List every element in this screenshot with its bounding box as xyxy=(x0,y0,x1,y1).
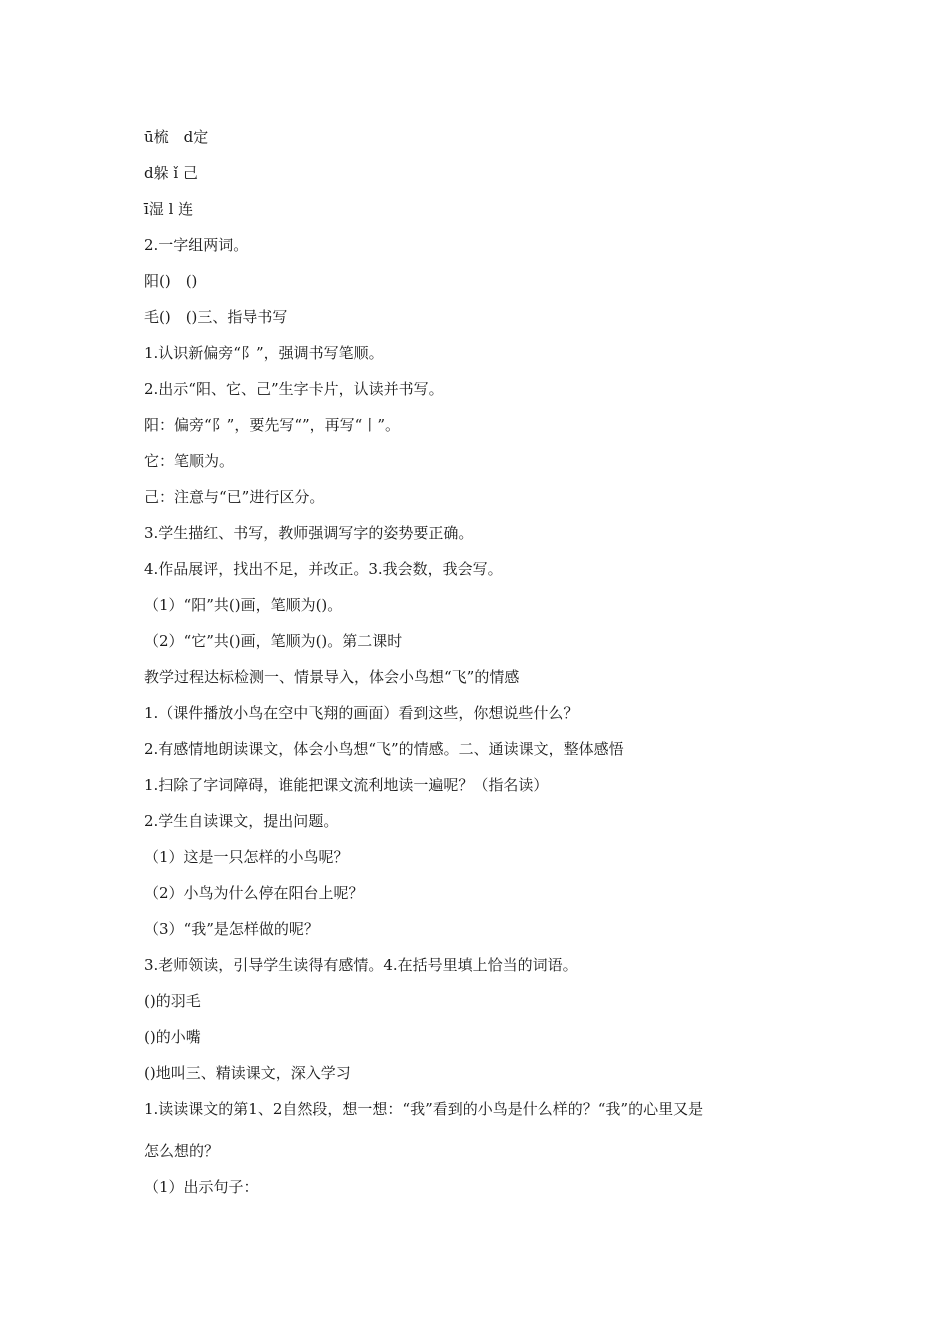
text-line: ()地叫三、精读课文，深入学习 xyxy=(144,1064,351,1082)
text-line: d躲 ǐ 己 xyxy=(144,164,198,182)
text-line: 2.一字组两词。 xyxy=(144,236,249,254)
text-line: 3.老师领读，引导学生读得有感情。4.在括号里填上恰当的词语。 xyxy=(144,956,578,974)
text-line: （2）“它”共()画，笔顺为()。第二课时 xyxy=(144,632,403,650)
text-line: 2.有感情地朗读课文，体会小鸟想“飞”的情感。二、通读课文，整体感悟 xyxy=(144,740,624,758)
text-line: 教学过程达标检测一、情景导入，体会小鸟想“飞”的情感 xyxy=(144,668,520,686)
text-line: （1）“阳”共()画，笔顺为()。 xyxy=(144,596,343,614)
text-line: （1）出示句子： xyxy=(144,1178,259,1196)
text-line: 4.作品展评，找出不足，并改正。3.我会数，我会写。 xyxy=(144,560,503,578)
text-line: 毛() ()三、指导书写 xyxy=(144,308,288,326)
text-line: 阳() () xyxy=(144,272,198,290)
text-line: （2）小鸟为什么停在阳台上呢？ xyxy=(144,884,364,902)
text-line: 1.扫除了字词障碍，谁能把课文流利地读一遍呢？（指名读） xyxy=(144,776,549,794)
text-line: 己：注意与“已”进行区分。 xyxy=(144,488,325,506)
text-line: （1）这是一只怎样的小鸟呢？ xyxy=(144,848,349,866)
text-line: ()的小嘴 xyxy=(144,1028,201,1046)
text-line: 1.（课件播放小鸟在空中飞翔的画面）看到这些，你想说些什么？ xyxy=(144,704,579,722)
paragraph-first-line: 1.读读课文的第1、2自然段，想一想：“我”看到的小鸟是什么样的？“我”的心里又是 xyxy=(144,1100,704,1118)
text-line: ()的羽毛 xyxy=(144,992,201,1010)
text-line: （3）“我”是怎样做的呢？ xyxy=(144,920,319,938)
document-body xyxy=(144,126,824,1212)
text-line: 1.认识新偏旁“阝”，强调书写笔顺。 xyxy=(144,344,384,362)
text-line: 2.出示“阳、它、己”生字卡片，认读并书写。 xyxy=(144,380,444,398)
text-line: 阳：偏旁“阝”，要先写“”，再写“丨”。 xyxy=(144,416,401,434)
text-line: 它：笔顺为。 xyxy=(144,452,235,470)
wrapped-paragraph xyxy=(144,1098,824,1162)
text-line: 3.学生描红、书写，教师强调写字的姿势要正确。 xyxy=(144,524,474,542)
text-line: 2.学生自读课文，提出问题。 xyxy=(144,812,339,830)
text-line: ī湿 l 连 xyxy=(144,200,194,218)
text-line: ū梳 d定 xyxy=(144,128,209,146)
paragraph-second-line: 怎么想的？ xyxy=(144,1142,220,1160)
